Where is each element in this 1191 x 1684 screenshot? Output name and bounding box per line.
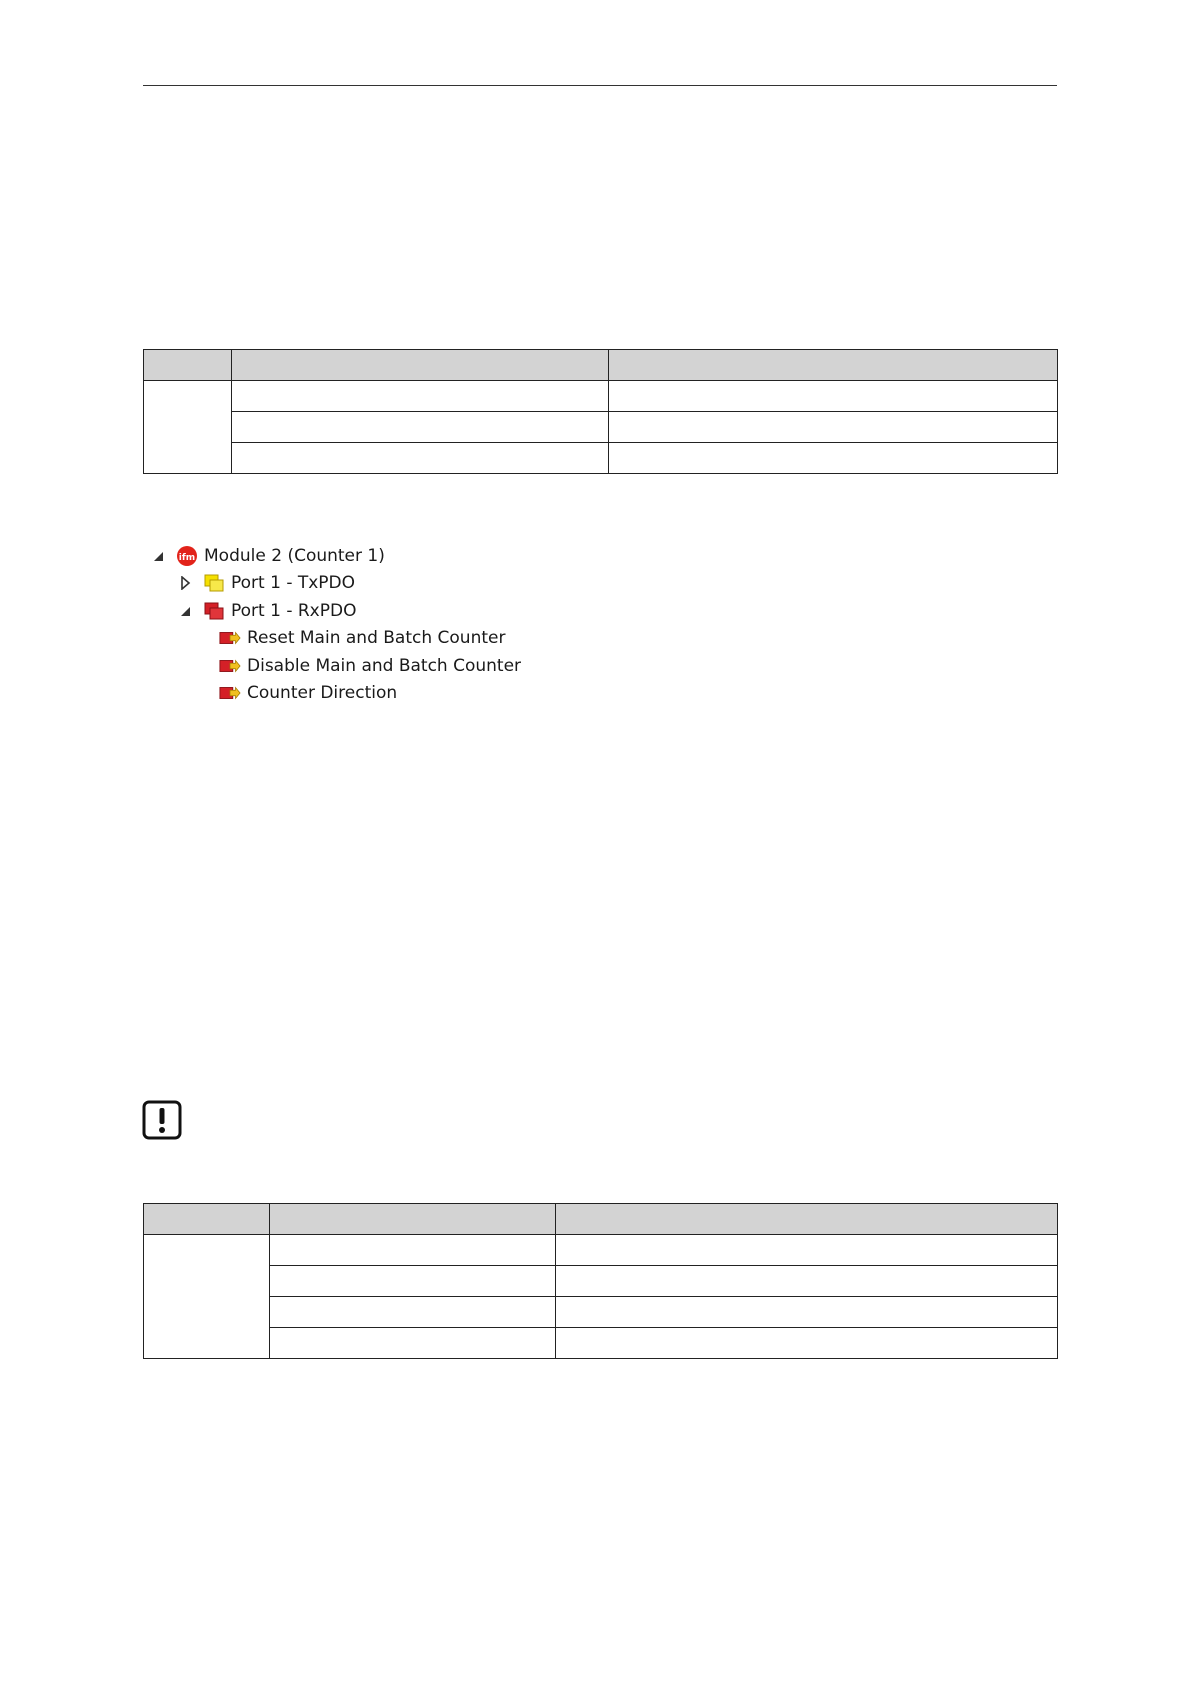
table-cell bbox=[232, 443, 609, 474]
important-note-icon bbox=[142, 1100, 182, 1140]
table-2 bbox=[143, 1203, 1058, 1359]
ifm-logo-icon bbox=[176, 545, 198, 567]
table-header-cell bbox=[556, 1204, 1058, 1235]
output-pdo-icon bbox=[203, 600, 225, 622]
table-cell bbox=[556, 1328, 1058, 1359]
tree-item-label: Reset Main and Batch Counter bbox=[247, 628, 506, 649]
output-variable-icon bbox=[219, 655, 241, 677]
table-row bbox=[144, 443, 1058, 474]
table-row bbox=[144, 1266, 1058, 1297]
table-group-cell bbox=[144, 1235, 270, 1359]
table-row bbox=[144, 1235, 1058, 1266]
header-rule bbox=[143, 85, 1057, 86]
tree-item-label: Port 1 - TxPDO bbox=[231, 573, 356, 594]
table-cell bbox=[232, 381, 609, 412]
collapse-triangle-icon[interactable] bbox=[150, 548, 166, 564]
table-cell bbox=[270, 1266, 556, 1297]
module-tree bbox=[150, 542, 521, 707]
tree-item-rxpdo[interactable] bbox=[150, 597, 521, 625]
table-cell bbox=[556, 1297, 1058, 1328]
table-header-cell bbox=[270, 1204, 556, 1235]
table-cell bbox=[232, 412, 609, 443]
tree-item-output-variable[interactable] bbox=[150, 652, 521, 680]
table-cell bbox=[556, 1235, 1058, 1266]
table-header-cell bbox=[609, 350, 1058, 381]
expand-triangle-icon[interactable] bbox=[177, 575, 193, 591]
tree-item-txpdo[interactable] bbox=[150, 570, 521, 598]
tree-item-output-variable[interactable] bbox=[150, 680, 521, 708]
tree-item-module[interactable] bbox=[150, 542, 521, 570]
tree-item-output-variable[interactable] bbox=[150, 625, 521, 653]
tree-item-label: Module 2 (Counter 1) bbox=[204, 545, 385, 566]
table-row bbox=[144, 381, 1058, 412]
table-header-cell bbox=[232, 350, 609, 381]
collapse-triangle-icon[interactable] bbox=[177, 603, 193, 619]
table-cell bbox=[270, 1328, 556, 1359]
tree-item-label: Port 1 - RxPDO bbox=[231, 600, 357, 621]
table-cell bbox=[270, 1297, 556, 1328]
table-cell bbox=[609, 443, 1058, 474]
output-variable-icon bbox=[219, 682, 241, 704]
table-header-row bbox=[144, 350, 1058, 381]
table-header-row bbox=[144, 1204, 1058, 1235]
table-row bbox=[144, 1297, 1058, 1328]
table-cell bbox=[609, 381, 1058, 412]
table-cell bbox=[609, 412, 1058, 443]
input-pdo-icon bbox=[203, 572, 225, 594]
tree-item-label: Counter Direction bbox=[247, 683, 398, 704]
table-cell bbox=[556, 1266, 1058, 1297]
output-variable-icon bbox=[219, 627, 241, 649]
table-cell bbox=[270, 1235, 556, 1266]
table-header-cell bbox=[144, 1204, 270, 1235]
tree-item-label: Disable Main and Batch Counter bbox=[247, 655, 522, 676]
table-header-cell bbox=[144, 350, 232, 381]
table-row bbox=[144, 412, 1058, 443]
table-1 bbox=[143, 349, 1058, 474]
svg-text:ifm: ifm bbox=[178, 552, 196, 563]
table-group-cell bbox=[144, 381, 232, 474]
table-row bbox=[144, 1328, 1058, 1359]
